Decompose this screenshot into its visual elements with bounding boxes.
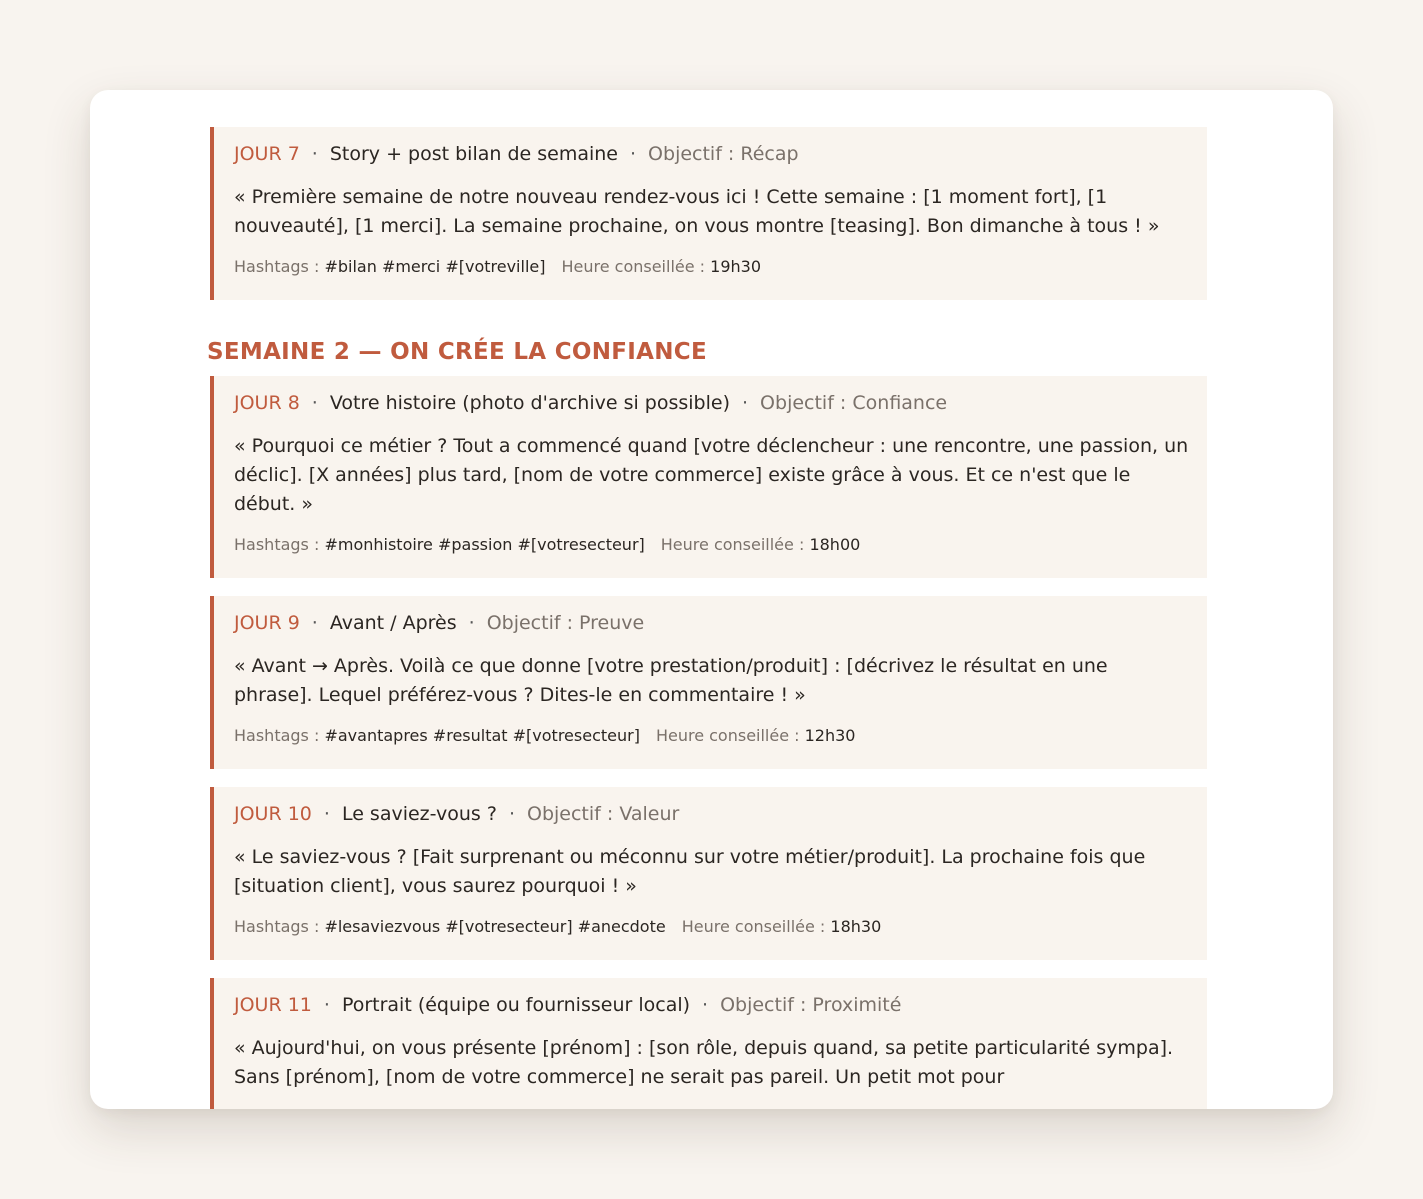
day-header: [234, 801, 1189, 827]
content-column: [207, 127, 1207, 1109]
day-header: [234, 992, 1189, 1018]
time-label: Heure conseillée :: [681, 917, 826, 936]
objective-label: Objectif :: [760, 392, 847, 414]
day-number: JOUR 7: [234, 143, 300, 165]
separator-dot: ·: [508, 803, 515, 825]
separator-dot: ·: [311, 612, 318, 634]
day-card-8: [210, 376, 1207, 578]
day-meta: [234, 534, 1189, 556]
objective-label: Objectif :: [526, 803, 614, 825]
day-title: Avant / Après: [329, 612, 457, 634]
objective-value: Récap: [740, 143, 799, 165]
day-meta: [234, 916, 1189, 938]
day-title: Story + post bilan de semaine: [329, 143, 618, 165]
hashtags-label: Hashtags :: [234, 535, 320, 554]
day-card-7: [210, 127, 1207, 300]
hashtags-value: #bilan #merci #[votreville]: [324, 257, 546, 276]
day-title: Votre histoire (photo d'archive si possible): [329, 392, 730, 414]
separator-dot: ·: [323, 994, 330, 1016]
time-value: 19h30: [710, 257, 761, 276]
objective-value: Proximité: [812, 994, 902, 1016]
hashtags-value: #avantapres #resultat #[votresecteur]: [324, 726, 640, 745]
hashtags-value: #lesaviezvous #[votresecteur] #anecdote: [324, 917, 666, 936]
post-text: « Première semaine de notre nouveau rendez-vous ici ! Cette semaine : [1 moment fort], [1 nouveauté], [1 merci]. La semaine prochaine, on vous montre [teasing]. Bon dimanche à tous ! »: [234, 186, 1160, 237]
day-number: JOUR 10: [234, 803, 312, 825]
time-label: Heure conseillée :: [561, 257, 706, 276]
week-heading: SEMAINE 2 — ON CRÉE LA CONFIANCE: [207, 339, 707, 365]
day-card-9: [210, 596, 1207, 769]
time-value: 18h00: [809, 535, 861, 554]
time-label: Heure conseillée :: [660, 535, 805, 554]
hashtags-label: Hashtags :: [234, 917, 320, 936]
day-header: [234, 610, 1189, 636]
objective-label: Objectif :: [720, 994, 807, 1016]
post-text: « Le saviez-vous ? [Fait surprenant ou méconnu sur votre métier/produit]. La prochaine fois que [situation client], vous saurez pourquoi ! »: [234, 846, 1146, 897]
separator-dot: ·: [311, 143, 318, 165]
hashtags-label: Hashtags :: [234, 257, 320, 276]
time-label: Heure conseillée :: [655, 726, 800, 745]
objective-label: Objectif :: [648, 143, 735, 165]
day-meta: [234, 256, 1189, 278]
separator-dot: ·: [742, 392, 749, 414]
hashtags-label: Hashtags :: [234, 726, 320, 745]
objective-value: Valeur: [619, 803, 680, 825]
day-number: JOUR 11: [234, 994, 312, 1016]
post-text: « Avant → Après. Voilà ce que donne [votre prestation/produit] : [décrivez le résultat en une phrase]. Lequel préférez-vous ? Dites-le en commentaire ! »: [234, 655, 1108, 706]
day-header: [234, 141, 1189, 167]
separator-dot: ·: [311, 392, 318, 414]
day-number: JOUR 9: [234, 612, 300, 634]
day-header: [234, 390, 1189, 416]
content-card: [90, 90, 1333, 1109]
post-text: « Aujourd'hui, on vous présente [prénom] : [son rôle, depuis quand, sa petite particularité sympa]. Sans [prénom], [nom de votre commerce] ne serait pas pareil. Un petit mot pour: [234, 1037, 1174, 1088]
hashtags-value: #monhistoire #passion #[votresecteur]: [324, 535, 645, 554]
objective-value: Preuve: [579, 612, 645, 634]
separator-dot: ·: [323, 803, 330, 825]
day-meta: [234, 725, 1189, 747]
separator-dot: ·: [702, 994, 709, 1016]
day-title: Portrait (équipe ou fournisseur local): [341, 994, 691, 1016]
time-value: 18h30: [830, 917, 882, 936]
separator-dot: ·: [468, 612, 475, 634]
day-number: JOUR 8: [234, 392, 300, 414]
day-card-11: [210, 978, 1207, 1109]
day-title: Le saviez-vous ?: [341, 803, 497, 825]
time-value: 12h30: [804, 726, 856, 745]
day-card-10: [210, 787, 1207, 960]
objective-label: Objectif :: [486, 612, 573, 634]
post-text: « Pourquoi ce métier ? Tout a commencé quand [votre déclencheur : une rencontre, une passion, un déclic]. [X années] plus tard, [nom de votre commerce] existe grâce à vous. Et ce n'est que le début. »: [234, 435, 1189, 515]
objective-value: Confiance: [852, 392, 948, 414]
separator-dot: ·: [630, 143, 637, 165]
